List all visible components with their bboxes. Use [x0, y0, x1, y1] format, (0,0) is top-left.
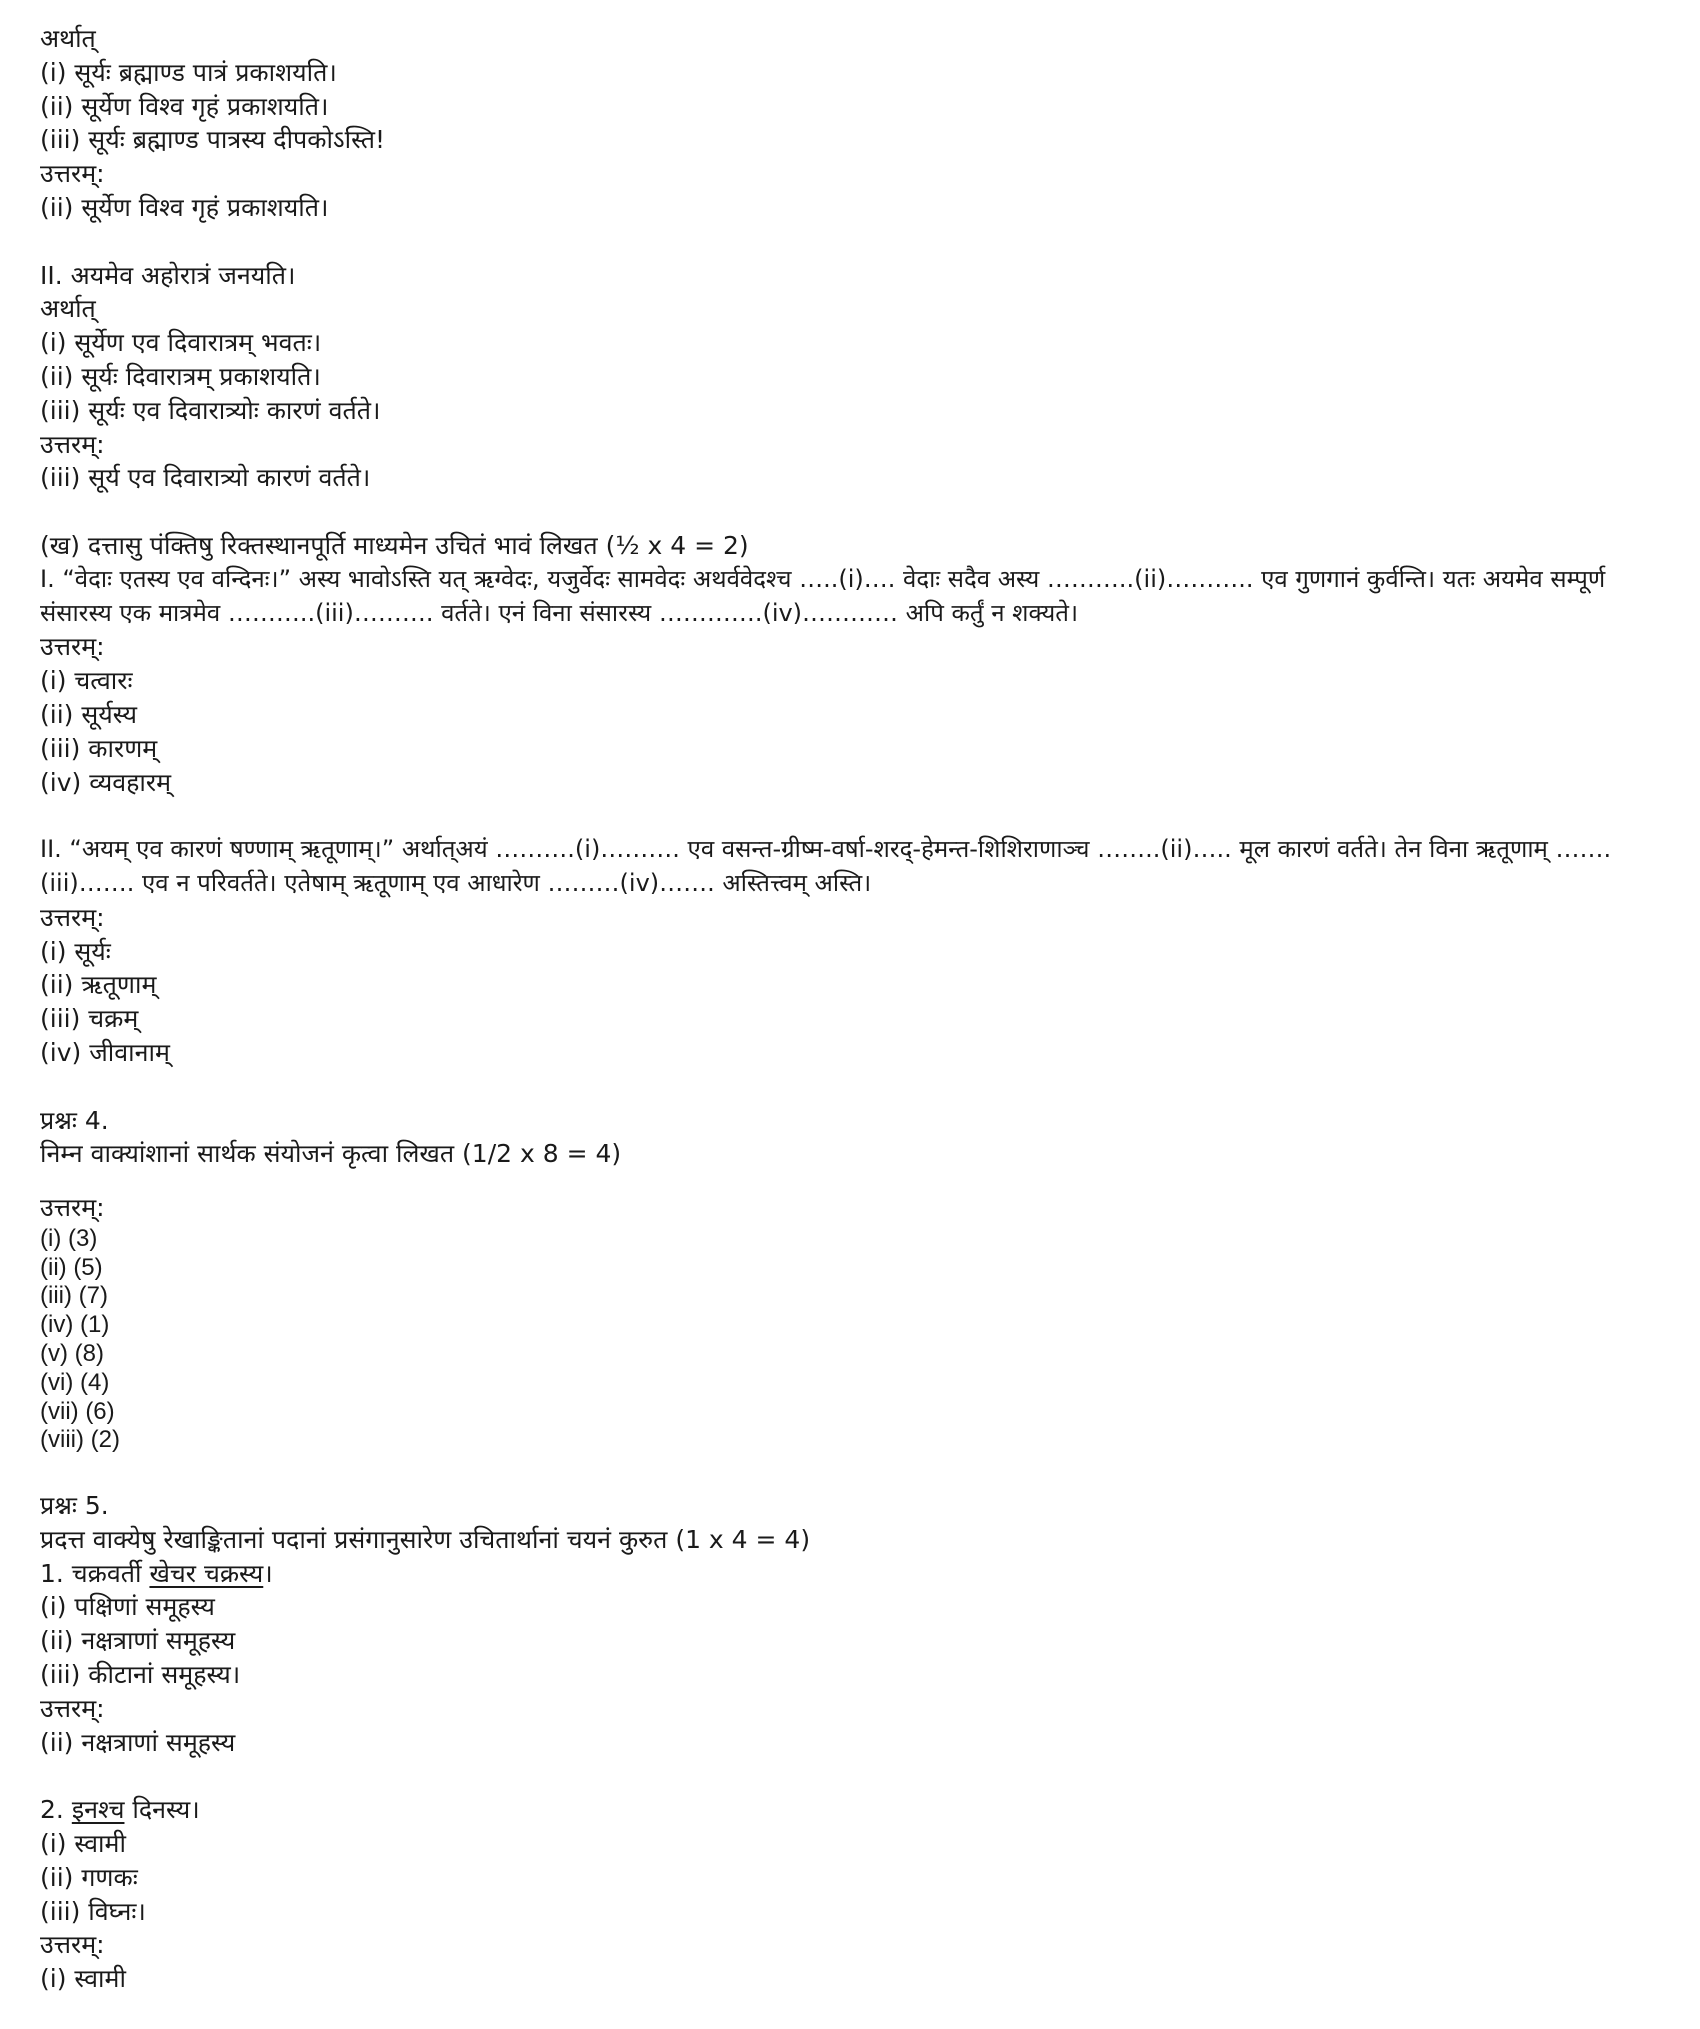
- document-page: [40, 22, 1670, 1996]
- match-answer: (v) (8): [40, 1340, 104, 1368]
- option-line: (ii) सूर्येण विश्व गृहं प्रकाशयति।: [40, 91, 329, 121]
- match-answer: (i) (3): [40, 1224, 98, 1252]
- question-instruction: प्रदत्त वाक्येषु रेखाङ्कितानां पदानां प्रसंगानुसारेण उचितार्थानां चयनं कुरुत (1 x 4 = 4): [40, 1524, 811, 1554]
- answer-line: (i) सूर्यः: [40, 936, 111, 966]
- answer-line: (iv) व्यवहारम्: [40, 767, 172, 797]
- option-line: (iii) सूर्यः ब्रह्माण्ड पात्रस्य दीपकोऽस्ति!: [40, 125, 386, 155]
- answer-line: (ii) नक्षत्राणां समूहस्य: [40, 1727, 236, 1757]
- answer-line: (i) चत्वारः: [40, 666, 133, 696]
- question-number: प्रश्नः 5.: [40, 1491, 109, 1521]
- arthat-label: अर्थात्: [40, 294, 96, 324]
- answer-block-1: [40, 22, 1670, 225]
- option-line: (i) सूर्यः ब्रह्माण्ड पात्रं प्रकाशयति।: [40, 57, 337, 87]
- sub-question-heading: II. अयमेव अहोरात्रं जनयति।: [40, 260, 296, 290]
- spacer: [40, 495, 1670, 529]
- option-line: (ii) सूर्यः दिवारात्रम् प्रकाशयति।: [40, 361, 321, 391]
- match-answer: (viii) (2): [40, 1426, 120, 1454]
- spacer: [40, 1070, 1670, 1104]
- option-line: (ii) नक्षत्राणां समूहस्य: [40, 1626, 236, 1656]
- passage-text: II. “अयम् एव कारणं षण्णाम् ऋतूणाम्।” अर्थात्अयं ……….(i)………. एव वसन्त-ग्रीष्म-वर्षा-शरद्-हेमन्त-शिशिराणाञ्च ……..(ii)….. मूल कारणं वर्तते। तेन विना ऋतूणाम् …….(iii)……. एव न परिवर्तते। एतेषाम् ऋतूणाम् एव आधारेण ………(iv)……. अस्तित्त्वम् अस्ति।: [40, 835, 1612, 897]
- answer-block-2: [40, 259, 1670, 496]
- option-line: (ii) गणकः: [40, 1862, 138, 1892]
- option-line: (i) पक्षिणां समूहस्य: [40, 1592, 215, 1622]
- section-heading: (ख) दत्तासु पंक्तिषु रिक्तस्थानपूर्ति माध्यमेन उचितं भावं लिखत (½ x 4 = 2): [40, 530, 749, 560]
- match-answer: (ii) (5): [40, 1253, 103, 1281]
- sub-question-suffix: ।: [263, 1558, 273, 1588]
- option-line: (iii) सूर्यः एव दिवारात्र्योः कारणं वर्तते।: [40, 395, 381, 425]
- answer-line: (iii) सूर्य एव दिवारात्र्यो कारणं वर्तते।: [40, 463, 371, 493]
- fill-in-blank-block-1: [40, 529, 1670, 799]
- arthat-label: अर्थात्: [40, 24, 96, 53]
- option-line: (iii) विघ्नः।: [40, 1896, 146, 1926]
- answer-line: (ii) ऋतूणाम्: [40, 970, 157, 1000]
- sub-question-suffix: दिनस्य।: [124, 1795, 200, 1825]
- match-answer: (vi) (4): [40, 1368, 110, 1396]
- answer-line: (ii) सूर्यस्य: [40, 699, 137, 729]
- option-line: (iii) कीटानां समूहस्य।: [40, 1660, 241, 1690]
- underlined-term: इनश्च: [71, 1795, 125, 1825]
- fill-in-blank-block-2: [40, 833, 1670, 1070]
- sub-question-prefix: 2.: [40, 1795, 72, 1825]
- answer-line: (ii) सूर्येण विश्व गृहं प्रकाशयति।: [40, 192, 329, 222]
- question-4-block: [40, 1104, 1670, 1456]
- match-answer: (iv) (1): [40, 1311, 110, 1339]
- answer-line: (iii) कारणम्: [40, 733, 158, 763]
- sub-question-2: [40, 1793, 1670, 1827]
- answer-line: (iv) जीवानाम्: [40, 1037, 170, 1067]
- answer-label: उत्तरम्:: [40, 902, 105, 932]
- sub-question-prefix: 1. चक्रवर्ती: [40, 1558, 150, 1588]
- answer-label: उत्तरम्:: [40, 1930, 105, 1960]
- question-number: प्रश्नः 4.: [40, 1105, 109, 1135]
- spacer: [40, 1759, 1670, 1793]
- answer-label: उत्तरम्:: [40, 159, 105, 189]
- spacer: [40, 799, 1670, 833]
- question-instruction: निम्न वाक्यांशानां सार्थक संयोजनं कृत्वा लिखत (1/2 x 8 = 4): [40, 1139, 622, 1169]
- answer-label: उत्तरम्:: [40, 1693, 105, 1723]
- answer-label: उत्तरम्:: [40, 632, 105, 662]
- match-answer: (iii) (7): [40, 1282, 108, 1310]
- answer-label: उत्तरम्:: [40, 429, 105, 459]
- question-5-block: [40, 1489, 1670, 1996]
- sub-question-1: [40, 1557, 1670, 1591]
- passage-text: I. “वेदाः एतस्य एव वन्दिनः।” अस्य भावोऽस्ति यत् ऋग्वेदः, यजुर्वेदः सामवेदः अथर्ववेदश्च …..(i)…. वेदाः सदैव अस्य ………..(ii)……….. एव गुणगानं कुर्वन्ति। यतः अयमेव सम्पूर्ण संसारस्य एक मात्रमेव ………..(iii)………. वर्तते। एनं विना संसारस्य ………….(iv)………… अपि कर्तुं न शक्यते।: [40, 564, 1606, 627]
- answer-line: (iii) चक्रम्: [40, 1004, 139, 1034]
- spacer: [40, 1455, 1670, 1489]
- spacer: [40, 225, 1670, 259]
- spacer: [40, 1171, 1670, 1191]
- underlined-term: खेचर चक्रस्य: [149, 1558, 264, 1588]
- option-line: (i) स्वामी: [40, 1829, 126, 1859]
- match-answer: (vii) (6): [40, 1397, 115, 1425]
- option-line: (i) सूर्येण एव दिवारात्रम् भवतः।: [40, 328, 322, 358]
- answer-label: उत्तरम्:: [40, 1193, 105, 1223]
- answer-line: (i) स्वामी: [40, 1964, 126, 1994]
